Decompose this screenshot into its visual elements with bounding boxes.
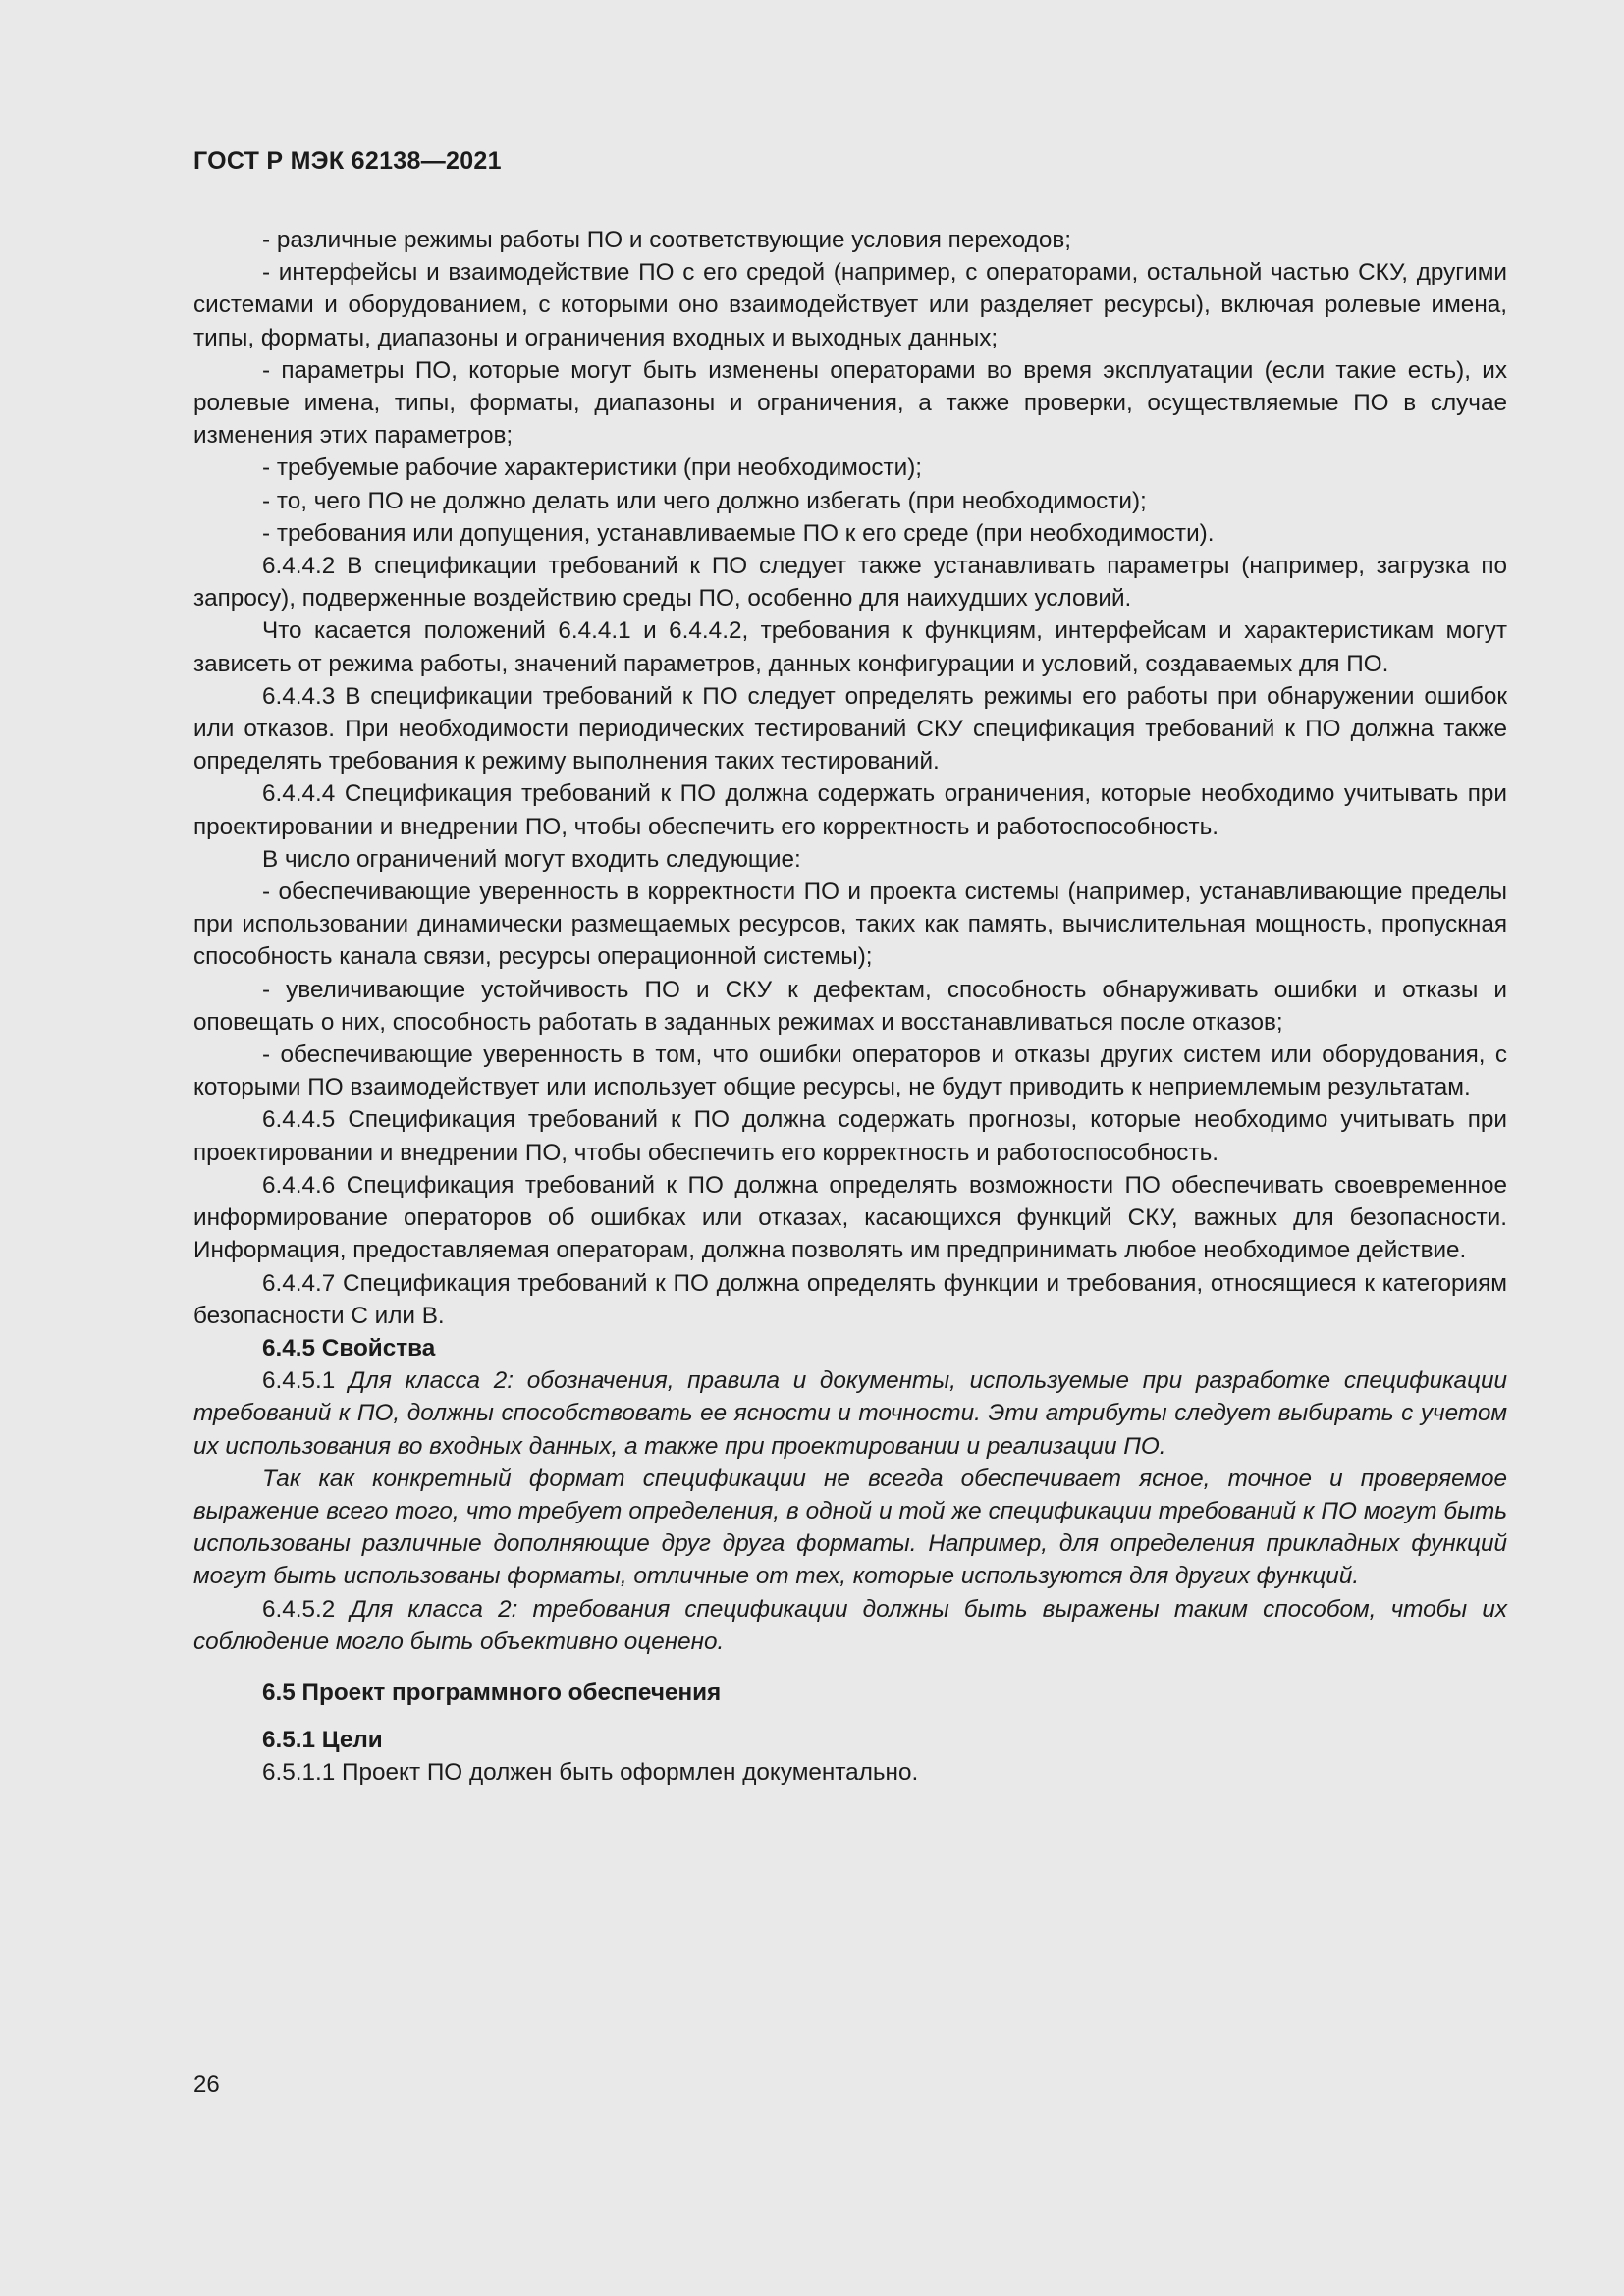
- paragraph-6-4-4-6: 6.4.4.6 Спецификация требований к ПО должна определять возможности ПО обеспечивать своевременное информирование операторов об ошибках или отказах, касающихся функций СКУ, важных для безопасности. Информация, предоставляемая операторам, должна позволять им предпринимать любое необходимое действие.: [193, 1171, 1507, 1264]
- clause-text: Для класса 2: обозначения, правила и документы, используемые при разработке спецификации требований к ПО, должны способствовать ее ясности и точности. Эти атрибуты следует выбирать с учетом их использования во входных данных, а также при проектировании и реализации ПО.: [193, 1367, 1507, 1460]
- paragraph-6-4-5-1: [193, 1364, 1507, 1463]
- clause-number: 6.4.5.1: [262, 1367, 336, 1395]
- paragraph-list-item: - увеличивающие устойчивость ПО и СКУ к дефектам, способность обнаруживать ошибки и отказы и оповещать о них, способность работать в заданных режимах и восстанавливаться после отказов;: [193, 976, 1507, 1036]
- paragraph-6-4-4-7: 6.4.4.7 Спецификация требований к ПО должна определять функции и требования, относящиеся к категориям безопасности С или В.: [193, 1269, 1507, 1329]
- section-heading-6-5: 6.5 Проект программного обеспечения: [262, 1679, 722, 1706]
- paragraph-note: Что касается положений 6.4.4.1 и 6.4.4.2, требования к функциям, интерфейсам и характеристикам могут зависеть от режима работы, значений параметров, данных конфигурации и условий, создаваемых для ПО.: [193, 617, 1507, 677]
- paragraph-6-4-4-5: 6.4.4.5 Спецификация требований к ПО должна содержать прогнозы, которые необходимо учитывать при проектировании и внедрении ПО, чтобы обеспечить его корректность и работоспособность.: [193, 1106, 1507, 1166]
- paragraph-6-4-4-4: 6.4.4.4 Спецификация требований к ПО должна содержать ограничения, которые необходимо учитывать при проектировании и внедрении ПО, чтобы обеспечить его корректность и работоспособность.: [193, 780, 1507, 840]
- clause-text: Для класса 2: требования спецификации должны быть выражены таким способом, чтобы их соблюдение могло быть объективно оценено.: [193, 1595, 1507, 1655]
- section-heading-6-5-1: 6.5.1 Цели: [262, 1727, 383, 1754]
- page-number: 26: [193, 2071, 220, 2098]
- paragraph-list-item: - обеспечивающие уверенность в том, что ошибки операторов и отказы других систем или оборудования, с которыми ПО взаимодействует или использует общие ресурсы, не будут приводить к неприемлемым результатам.: [193, 1041, 1507, 1101]
- paragraph-list-item: - обеспечивающие уверенность в корректности ПО и проекта системы (например, устанавливающие пределы при использовании динамически размещаемых ресурсов, таких как память, вычислительная мощность, пропускная способность канала связи, ресурсы операционной системы);: [193, 879, 1507, 971]
- paragraph-6-4-5-2: [193, 1593, 1507, 1658]
- paragraph-list-item: - интерфейсы и взаимодействие ПО с его средой (например, с операторами, остальной частью СКУ, другими системами и оборудованием, с которыми оно взаимодействует или разделяет ресурсы), включая ролевые имена, типы, форматы, диапазоны и ограничения входных и выходных данных;: [193, 259, 1507, 351]
- document-body: [193, 224, 1507, 1789]
- document-header: ГОСТ Р МЭК 62138—2021: [193, 147, 502, 175]
- paragraph-6-5-1-1: 6.5.1.1 Проект ПО должен быть оформлен документально.: [262, 1759, 919, 1787]
- paragraph-list-item: - требования или допущения, устанавливаемые ПО к его среде (при необходимости).: [262, 519, 1215, 547]
- clause-number: 6.4.5.2: [262, 1595, 336, 1623]
- paragraph-format-note: Так как конкретный формат спецификации не всегда обеспечивает ясное, точное и проверяемое выражение всего того, что требует определения, в одной и той же спецификации требований к ПО могут быть использованы различные дополняющие друг друга форматы. Например, для определения прикладных функций могут быть использованы форматы, отличные от тех, которые используются для других функций.: [193, 1465, 1507, 1590]
- paragraph-list-item: - параметры ПО, которые могут быть изменены операторами во время эксплуатации (если такие есть), их ролевые имена, типы, форматы, диапазоны и ограничения, а также проверки, осуществляемые ПО в случае изменения этих параметров;: [193, 356, 1507, 450]
- paragraph-list-item: - требуемые рабочие характеристики (при необходимости);: [262, 454, 923, 482]
- paragraph-6-4-4-3: 6.4.4.3 В спецификации требований к ПО следует определять режимы его работы при обнаружении ошибок или отказов. При необходимости периодических тестирований СКУ спецификация требований к ПО должна также определять требования к режиму выполнения таких тестирований.: [193, 682, 1507, 775]
- paragraph-list-item: - различные режимы работы ПО и соответствующие условия переходов;: [262, 227, 1072, 253]
- paragraph-6-4-4-2: 6.4.4.2 В спецификации требований к ПО следует также устанавливать параметры (например, загрузка по запросу), подверженные воздействию среды ПО, особенно для наихудших условий.: [193, 553, 1507, 613]
- paragraph-list-item: - то, чего ПО не должно делать или чего должно избегать (при необходимости);: [262, 487, 1147, 514]
- section-heading-6-4-5: 6.4.5 Свойства: [262, 1334, 436, 1362]
- paragraph-constraints-intro: В число ограничений могут входить следующие:: [262, 845, 801, 873]
